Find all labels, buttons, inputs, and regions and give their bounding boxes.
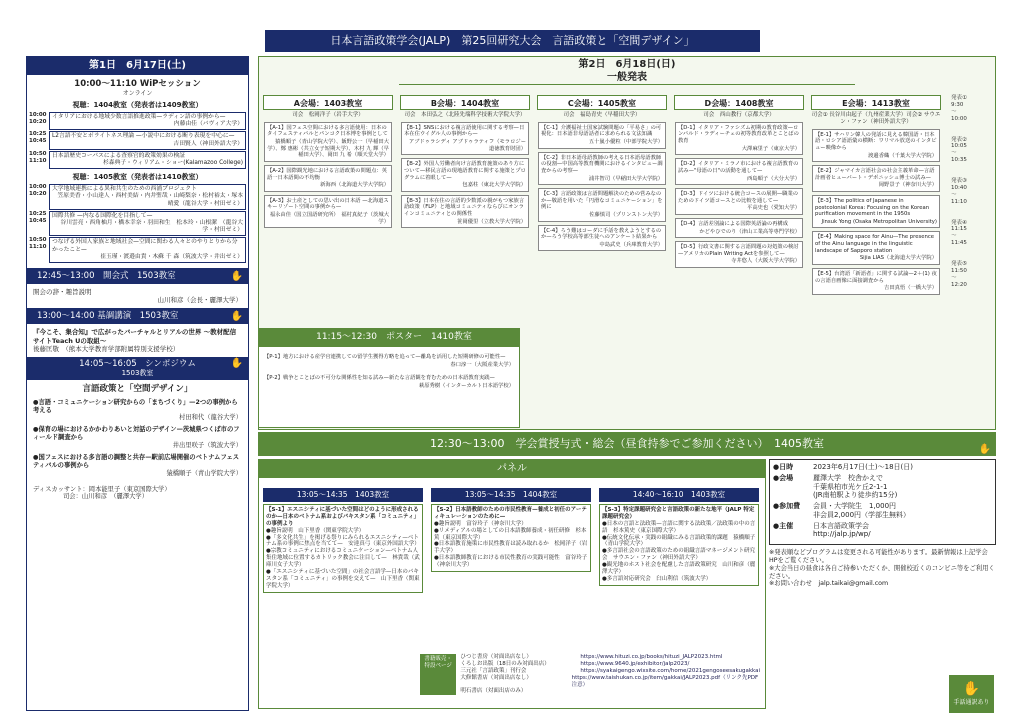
wip-session-title: 10:00～11:10 WiPセッション	[74, 79, 201, 89]
session-box	[49, 112, 246, 130]
opening-body	[27, 284, 248, 308]
symposium-title	[27, 357, 248, 380]
publisher-link[interactable]: https://www.9640.jp/exhibitor/jalp2023/	[580, 660, 690, 667]
presentation-authors: 佐藤慎司（プリンストン大学）	[589, 211, 663, 218]
presentation-title: 【D-2】イタリア・ミラノ市における複言語教育の試み—"母語の日"の活動を通して—	[678, 161, 799, 174]
poster-title: 11:15～12:30 ポスター 1410教室	[258, 328, 520, 346]
venue-header: D会場：1408教室	[674, 95, 804, 110]
presentation-title: 【D-4】言語差別論による国際英語論の再構成	[678, 220, 789, 227]
presentation-authors: 大澤麻里子（東京大学）	[741, 145, 800, 152]
sign-language-icon: ✋	[978, 444, 991, 455]
session-time: 10:50 11:10	[29, 237, 47, 251]
day1-column	[26, 56, 249, 711]
presentation-title: 【E-4】Making space for Ainu—The presence of the Ainu language in the linguistic landscape of Sapporo station	[815, 234, 935, 254]
session-row	[29, 151, 246, 169]
session-time: 10:00 10:20	[29, 111, 47, 125]
presentation-authors: 中島武史（兵庫教育大学）	[599, 241, 663, 248]
venue-header: A会場：1403教室	[263, 95, 393, 110]
book-sales-label: 書籍販売・特設ページ	[420, 654, 456, 695]
presentation-card	[401, 195, 529, 228]
presentation-times	[951, 95, 991, 303]
panel-item: ●多言語社会の言語政策のための組織言語マネージメント研究会 サウエン・ファン（神田外語大学）	[602, 548, 756, 562]
opening-title-text: 12:45～13:00 開会式 1503教室	[37, 271, 176, 282]
wip-room-1: 視聴：1404教室（発表者は1409教室）	[72, 101, 203, 110]
book-row	[460, 688, 760, 695]
presentation-authors: 包嘉柱（東北大学大学院）	[462, 182, 526, 189]
session-box	[49, 184, 246, 210]
poster-item	[262, 373, 516, 391]
publisher-link[interactable]: https://www.taishukan.co.jp/item/gakkai/JALP2023.pdf（リンク先PDF注意）	[571, 674, 759, 688]
panel-topic: 【S-2】日本語教師のための市民性教育—養成と初任のアーティキュレーションのために—	[434, 507, 587, 520]
session-box	[49, 131, 246, 149]
panel-topic: 【S-1】エスニシティに基づいた空間はどのように形成されるのか—日本のベトナム系およびパキスタン系「コミュニティ」の事例より	[266, 507, 420, 527]
session-title: 大学地域連携による異和共生のための西浦プロジェクト	[52, 186, 197, 193]
presentation-authors: 吉田真悟（一橋大学）	[884, 285, 937, 292]
symposium-item-title: ●保育の場におけるかかわりあいと対話のデザイン—茨城県つくば市のフィールド調査から	[33, 426, 240, 442]
session-row	[29, 211, 246, 237]
publisher: くろしお出版（18日のみ対面出店）	[460, 660, 550, 667]
publisher: 明石書店（対面出店のみ）	[460, 688, 527, 695]
conference-banner: 日本言語政策学会(JALP) 第25回研究大会 言語政策と「空間デザイン」	[265, 30, 760, 52]
presentation-authors: 五十嵐小優粒（中部学院大学）	[588, 139, 663, 146]
presentation-card	[538, 122, 666, 149]
award-text: 12:30～13:00 学会賞授与式・総会（昼食持参でご参加ください） 1405教室	[430, 437, 824, 450]
info-row	[773, 502, 992, 520]
panel-header: 14:40～16:10 1403教室	[599, 488, 759, 502]
symposium-item-title: ●国フェスにおける多言語の調整と共存—駅前広場開催のベトナムフェスティバルの事例から	[33, 453, 240, 469]
award-ceremony	[258, 432, 996, 456]
session-title: 国際共修 —内なる国際化を目指して—	[52, 212, 153, 219]
session-title: L2言語不安とポライトネス理論 —小説中における断り表現を中心に—	[52, 133, 235, 140]
venue-column	[811, 95, 941, 429]
session-authors: 笠原美香・小山達人・西村美結・内井聖哉・山崎梨奈・松村裕太・塚本晴愛（龍谷大学・村田ゼミ）	[57, 193, 243, 207]
publisher-link[interactable]: https://syakaigengo.wixsite.com/home/2021gengoseesakugakkai	[580, 667, 760, 674]
poster-title: 【P-1】地方における産学官連携しての留学生獲得方略を追って—離島を活用した短期研修の可能性—	[264, 354, 506, 360]
panel-item: ●「エスニシティに基づいた空間」の社会言語学—日本のパキスタン系「コミュニティ」の事例を交えて— 山下里香（関東学院大学）	[266, 568, 420, 589]
info-note: ※大会当日の昼食は各自ご持参いただくか、開催校近くのコンビニ等をご利用ください。	[769, 564, 995, 580]
presentation-title: 【A-2】国際観光地における言語政策の問題点：英語一日本語間の不均衡	[267, 167, 388, 181]
symposium-item-speaker: 井出里咲子（筑波大学）	[172, 442, 242, 450]
panel-header: 13:05～14:35 1403教室	[263, 488, 423, 502]
presentation-authors: アブドゥラシディ アブドゥラティフ（モラロジー道徳教育財団）	[408, 139, 526, 152]
sign-language-icon: ✋	[962, 681, 981, 697]
panel-item: ●宗教コミュニティにおけるコミュニケーション—ベトナム人集住地域に位置するカトリック教会に注目して— 林貴哉（武庫川女子大学）	[266, 548, 420, 568]
presentation-authors: Sijia LIAS（北海道大学大学院）	[859, 255, 937, 262]
presentation-authors: かどやひでのり（津山工業高等専門学校）	[699, 228, 800, 235]
session-authors: 吉田賢人（神田外語大学）	[173, 140, 243, 147]
presentation-authors: 浦井智司（早稲田大学大学院）	[588, 175, 663, 182]
presentation-card	[675, 188, 803, 215]
session-time: 10:00 10:20	[29, 184, 47, 197]
session-row	[29, 131, 246, 149]
panel-item: ●趣旨説明 富谷玲子（神奈川大学）	[434, 520, 527, 527]
session-box	[49, 211, 246, 237]
presentation-card	[675, 158, 803, 185]
symposium-theme: 言語政策と「空間デザイン」	[82, 384, 193, 395]
presentation-title: 【D-5】行政文書に関する言語問題の対処策の検討—アメリカのPlain Writing Actを参照して—	[678, 244, 799, 257]
sign-language-icon: ✋	[230, 357, 243, 369]
venue-column	[674, 95, 804, 429]
poster-item	[262, 352, 516, 370]
venue-chair: 司会① 長谷川由起子（九州産業大学）司会② サウエン・ファン（神田外語大学）	[811, 112, 941, 125]
info-value: 麗澤大学 校舎かえで 千葉県柏市光ケ丘2-1-1 (JR南柏駅より徒歩約15分)	[813, 473, 898, 500]
keynote-body	[27, 324, 248, 356]
panel-box	[431, 504, 591, 572]
presentation-title: 【E-2】ジャマイカ言語社会の社会主義革命—言語計画者ヒューバート・デボニッシュ博士の試み—	[815, 168, 935, 181]
day1-title: 第1日 6月17日(土)	[27, 57, 248, 75]
presentation-authors: 渡邊香織（千葉大学大学院）	[868, 152, 937, 159]
opening-title	[27, 268, 248, 284]
day2-subtitle: 一般発表	[399, 72, 855, 86]
wip-room-2: 視聴：1405教室（発表者は1410教室）	[72, 173, 203, 182]
session-authors: 内藤由佳（パヴィア大学）	[173, 121, 243, 128]
poster-section	[258, 328, 520, 428]
poster-author: 萩原秀樹（インターカルト日本語学校）	[418, 382, 514, 389]
publisher-link[interactable]: https://www.hituzi.co.jp/books/hituzi_JALP2023.html	[580, 654, 723, 660]
panel-item: ●趣旨説明 山下里香（関東学院大学）	[266, 527, 365, 534]
session-row	[29, 184, 246, 210]
session-time: 10:25 10:45	[29, 131, 47, 145]
panel-column	[431, 488, 591, 572]
session-authors: 杉森典子・ウィリアム・ショー(Kalamazoo College)	[102, 160, 243, 167]
opening-text: 開会の辞・趣旨説明	[33, 288, 92, 297]
book-sales	[420, 654, 760, 709]
sign-language-badge	[949, 675, 994, 713]
presentation-card	[675, 218, 803, 238]
presentation-authors: 岡野景子（神奈川大学）	[878, 182, 937, 189]
symposium-chair: 司会：山川和彦 （麗澤大学）	[63, 493, 149, 501]
info-note: ※発表順などプログラムは変更される可能性があります。最新情報は上記学会HPをご覧ください。	[769, 549, 988, 564]
presentation-authors: 寺井悠人（大阪大学大学院）	[731, 258, 800, 265]
presentation-title: 【C-2】非日本語母語教師の考える日本語母語教師の役割—中国高等教育機関におけるインタビュー調査からの考察—	[541, 154, 663, 174]
presentation-authors: 新海西（北海道大学大学院）	[320, 182, 389, 189]
symposium-item-title: ●言語・コミュニケーション研究からの「まちづくり」—2つの事例から考える	[33, 398, 238, 414]
panel-item: ●伝統文化伝承・実践の組織にみる言語政策的課題 猿橋順子（青山学院大学）	[602, 534, 756, 548]
sign-language-text: 手話通訳あり	[953, 698, 990, 706]
presentation-authors: 笹岡優里（立教大学大学院）	[457, 218, 526, 225]
time-slot: 発表③ 10:40 ～ 11:10	[951, 178, 967, 205]
presentation-card	[812, 268, 940, 295]
session-box	[49, 237, 246, 263]
book-row	[460, 668, 760, 675]
session-title: イタリアにおける地域少数言語推進政策—ラディン語の事例から—	[52, 113, 226, 120]
session-authors: 崔玉瑾・渡邉由貴・木蘇 千 森（筑波大学・井出ゼミ）	[100, 253, 243, 260]
venue-chair: 司会 福島青史（早稲田大学）	[563, 112, 641, 118]
symposium-item	[33, 426, 242, 450]
day2-title: 第2日 6月18日(日)	[578, 59, 676, 70]
panel-item: ●「多文化共生」を掲げる祭りにみられるエスニシティ—ベトナム系の事例に焦点を当てて— 安達真弓（東京外国語大学）	[266, 534, 420, 548]
venue-header: C会場：1405教室	[537, 95, 667, 110]
presentation-title: 【C-4】ろう難はコーダに手話を教えようとするのか—ろう学校高等部生徒へのアンケート結果から	[541, 227, 662, 241]
venue-header: E会場：1413教室	[811, 95, 941, 110]
presentation-card	[264, 195, 392, 228]
info-key: ●日時	[773, 463, 794, 471]
info-row	[773, 522, 992, 540]
venue-column	[537, 95, 667, 429]
presentation-title: 【A-3】お土産としての思い出の日本語 —北海道スキーリゾート空間の事例から—	[267, 197, 389, 211]
panel-item: ●リメディアルの場としての日本語教師養成・初任研修 杉本篤（東京国際大学）	[434, 527, 587, 541]
info-value: 日本言語政策学会 http://jalp.jp/wp/	[813, 521, 871, 539]
publisher: 三元社「言語政策」刊行会	[460, 667, 527, 674]
presentation-title: 【E-3】The politics of Japanese in postcolonial Korea: Focusing on the Korean purification movement in the 1950s	[815, 198, 930, 218]
book-row	[460, 661, 760, 668]
symposium-item	[33, 454, 242, 478]
presentation-card	[812, 165, 940, 192]
panel-title: パネル	[259, 460, 765, 478]
panel-item: ●日本語教師教育における市民性教育の実践可能性 富谷玲子（神奈川大学）	[434, 555, 588, 568]
presentation-card	[675, 122, 803, 155]
presentation-authors: 平高史也（愛知大学）	[747, 205, 800, 212]
opening-speaker: 山川和彦（会長・麗澤大学）	[157, 296, 242, 305]
presentation-card	[675, 241, 803, 268]
keynote-title	[27, 308, 248, 324]
presentation-card	[538, 152, 666, 185]
time-slot: 発表② 10:05 ～ 10:35	[951, 136, 967, 164]
panel-item: ●観光地のホスト社会を配慮した言語政策研究 山川和彦（麗澤大学）	[602, 562, 756, 575]
presentation-title: 【C-3】言語政策は言語問題解決のための営みなのか—敬語を用いた「円滑なコミュニケーション」を例に	[541, 191, 663, 211]
panel-column	[599, 488, 759, 586]
presentation-title: 【B-1】SNSにおける複言語使用に関する考察—日本在住ウイグル人の事例から—	[404, 124, 525, 138]
venue-chair: 司会 西山教行（京都大学）	[703, 112, 775, 118]
panel-item: ●日本語教育施策に市民性教育は読み取れるか 松岡洋子（岩手大学）	[434, 541, 588, 555]
info-row	[773, 463, 992, 472]
presentation-card	[264, 122, 392, 162]
session-row	[29, 112, 246, 130]
presentation-title: 【E-5】台湾語「新語者」に関する試論—2＋(1) 夜の言語自画像に面接調査から	[815, 270, 937, 284]
symposium-item	[33, 399, 242, 423]
presentation-authors: 猿橋順子（青山学院大学）、飯野公一（早稲田大学）、鄭 惠彬（共立女子短期大学）、木村 九 輝（早稲田大学）、岡田 九 希（順天堂大学）	[267, 139, 389, 159]
book-row	[460, 654, 760, 661]
presentation-title: 【A-1】国フェス空間における多言語使用：日本のタイフェスティバルとパンコク日本博を事例として	[267, 124, 388, 138]
publisher: 大修館書店（対面出店なし）	[460, 674, 532, 681]
presentation-title: 【D-3】ドイツにおける統合コースの展開—職業のためのドイツ語コースとの比較を通して—	[678, 191, 799, 204]
panel-header: 13:05～14:35 1404教室	[431, 488, 591, 502]
panel-box	[263, 504, 423, 593]
symposium-item-speaker: 村田和代（龍谷大学）	[179, 414, 242, 422]
presentation-authors: Jinsuk Yong (Osaka Metropolitan University)	[821, 218, 937, 225]
presentation-card	[812, 195, 940, 228]
info-value: 2023年6月17日(土)～18日(日)	[813, 463, 914, 471]
presentation-card	[538, 188, 666, 221]
session-row	[29, 237, 246, 263]
panel-column	[263, 488, 423, 593]
presentation-card	[812, 129, 940, 162]
panel-item: ●日本の言語と法政策—言語に関する法政策／法政策の中の言語 杉本篤史（東京国際大学）	[602, 520, 756, 534]
keynote-speaker: 後藤匡敬 （熊本大学教育学部附属特別支援学校）	[33, 344, 180, 353]
time-slot: 発表① 9:30 ～ 10:00	[951, 95, 967, 122]
presentation-card	[401, 158, 529, 191]
info-key: ●主催	[773, 521, 794, 530]
presentation-card	[812, 231, 940, 264]
panel-topic: 【S-3】特定課題研究会と言語政策の新たな地平（JALP 特定課題研究会）	[602, 507, 755, 520]
panel-box	[599, 504, 759, 586]
info-note: ※お問い合わせ jalp.taikai@gmail.com	[769, 580, 889, 588]
presentation-card	[538, 225, 666, 252]
symposium-time: 14:05～16:05 シンポジウム	[79, 358, 196, 369]
poster-title: 【P-2】戦争とことばの不可分な関係性を知る試み—新たな言語観を育むための日本語教育実践—	[264, 375, 495, 382]
session-title: 日本語歴史コーパスによる査察官的政策効果の検証	[52, 152, 186, 159]
time-slot: 発表⑤ 11:50 ～ 12:20	[951, 261, 967, 288]
presentation-title: 【B-2】外国人労働者向け言語教育施策のあり方について—移民言語の現地語教育に関する施策とプログラムに着眼して—	[404, 161, 526, 181]
discussant: ディスカッサント：岡本能里子（東京国際大学）	[33, 485, 171, 493]
panel-item: ●多言語対応研究会 臼山利信（筑波大学）	[602, 575, 712, 582]
wip-session-subtitle: オンライン	[122, 89, 153, 97]
session-box	[49, 151, 246, 169]
presentation-authors: 福永由佳（国立国語研究所） 福村真紀子（茨城大学）	[269, 211, 389, 225]
session-authors: 谷川雲亮・西角柚月・橋本幸奈・羽田和生 松本玲・山根潔 （龍谷大学・村田ゼミ）	[60, 219, 243, 234]
session-time: 10:50 11:10	[29, 150, 47, 164]
book-row	[460, 675, 760, 689]
info-key: ●参加費	[773, 502, 801, 510]
presentation-title: 【D-1】イタリア・ファシズム初期の教育政策—ロンバルド・ラディーチェの初等教育改革とことばの教育	[678, 124, 799, 145]
venue-chair: 司会 松岡洋子（岩手大学）	[292, 112, 364, 118]
event-info	[769, 459, 996, 639]
presentation-card	[264, 165, 392, 192]
venue-header: B会場：1404教室	[400, 95, 530, 110]
info-value: 会員・大学院生 1,000円 非会員2,000円（学部生無料）	[813, 502, 911, 519]
info-row	[773, 474, 992, 500]
presentation-card	[401, 122, 529, 155]
venue-chair: 司会 本田弘之（北陸先端科学技術大学院大学）	[404, 112, 526, 118]
keynote-title-text: 13:00～14:00 基調講演 1503教室	[37, 311, 179, 322]
presentation-title: 【C-1】介護福祉士国家試験問題の「平易さ」の可視化：日本語非母語話者に求められる文法知識	[541, 124, 662, 138]
session-time: 10:25 10:45	[29, 210, 47, 224]
time-slot: 発表④ 11:15 ～ 11:45	[951, 219, 967, 247]
symposium-room: 1503教室	[121, 369, 154, 378]
presentation-title: 【E-1】サハリン韓人の発話に見える韓国語・日本語・ロシア語語彙の横断：ワリマル放送のインタビュー映像から	[815, 131, 937, 151]
sign-language-icon: ✋	[230, 311, 243, 323]
session-title: つなげる外国人家族と地域社会—空間に関わる人々とのやりとりから分かったこと—	[52, 239, 238, 253]
presentation-title: 【B-3】日本在住の言語的少数派の親がもつ家族言語政策（FLP）と地域コミュニティならびにオンラインコミュニティとの関係性	[404, 197, 525, 217]
presentation-authors: 西島順子（大分大学）	[747, 175, 800, 182]
sign-language-icon: ✋	[230, 271, 243, 283]
info-key: ●会場	[773, 473, 794, 482]
symposium-item-speaker: 猿橋順子（青山学院大学）	[166, 469, 242, 477]
keynote-text: 『今こそ、集合知』で広がったバーチャルとリアルの世界 ～教材配信サイトTeach Uの取組～	[33, 328, 237, 345]
publisher: ひつじ書房（対面出店なし）	[460, 654, 532, 660]
poster-author: 春口淳一（大阪産業大学）	[450, 361, 514, 368]
